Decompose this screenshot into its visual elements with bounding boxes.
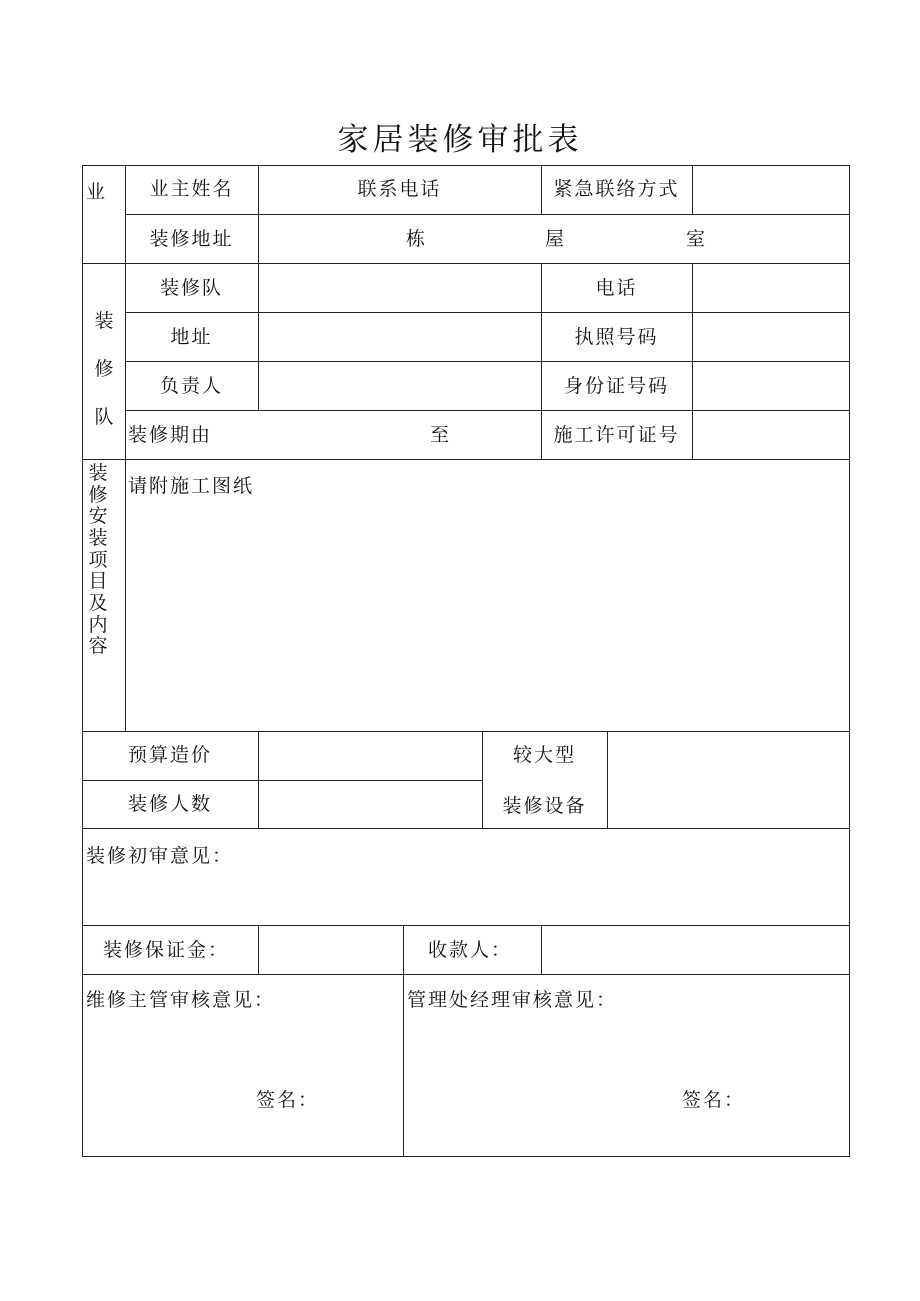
row-divider [82,828,850,829]
deposit-label: 装修保证金： [103,939,230,961]
manager-review-label: 管理处经理审核意见： [407,989,618,1011]
team-name-field[interactable] [259,264,541,312]
construction-permit-label: 施工许可证号 [553,424,680,446]
team-phone-label: 电话 [595,277,638,299]
workers-label: 装修人数 [127,793,212,815]
project-section-char: 及 [88,591,108,614]
large-equipment-label-line1: 较大型 [512,744,576,766]
initial-review-label: 装修初审意见： [86,845,234,867]
team-section-char: 修 [94,358,114,380]
team-section-char: 队 [94,406,114,428]
team-section-char: 装 [94,310,114,332]
supervisor-review-field[interactable] [83,1015,403,1155]
row-divider [82,974,850,975]
team-manager-label: 负责人 [159,375,223,397]
team-phone-field[interactable] [693,264,849,312]
workers-field[interactable] [259,781,482,828]
construction-permit-field[interactable] [693,411,849,459]
owner-name-label: 业主姓名 [149,178,234,200]
project-section-char: 目 [88,570,108,593]
project-section-char: 安 [88,505,108,528]
supervisor-signature-label: 签名： [256,1089,320,1111]
id-number-label: 身份证号码 [563,375,669,397]
owner-section-label: 业 [86,181,108,203]
row-divider [125,214,850,215]
project-section-char: 容 [88,635,108,658]
initial-review-field[interactable] [83,870,849,925]
project-section-char: 装 [88,526,108,549]
license-number-field[interactable] [693,313,849,361]
deposit-field[interactable] [259,926,403,974]
project-section-char: 内 [88,613,108,636]
table-border-left [82,165,83,1157]
manager-review-field[interactable] [404,1015,849,1155]
budget-label: 预算造价 [127,744,212,766]
project-section-label [86,463,110,658]
table-border-right [849,165,850,1157]
team-address-field[interactable] [259,313,541,361]
large-equipment-field[interactable] [608,732,849,828]
emergency-contact-field[interactable] [693,166,849,214]
table-border-bottom [82,1156,850,1157]
team-address-label: 地址 [170,326,213,348]
project-section-char: 装 [88,462,108,484]
large-equipment-label-line2: 装修设备 [502,795,587,817]
payee-field[interactable] [542,926,849,974]
floor-label: 屋 [545,228,567,250]
team-name-label: 装修队 [159,277,223,299]
project-content-field[interactable] [126,500,849,730]
supervisor-review-label: 维修主管审核意见： [86,989,276,1011]
owner-phone-label: 联系电话 [357,178,442,200]
emergency-contact-label: 紧急联络方式 [553,178,680,200]
row-divider [82,459,850,460]
room-label: 室 [686,228,708,250]
project-section-char: 修 [88,483,108,506]
budget-field[interactable] [259,732,482,780]
team-section-label [92,310,116,454]
page-title: 家居装修审批表 [337,122,583,158]
building-label: 栋 [406,228,428,250]
payee-label: 收款人： [428,939,513,961]
period-from-label: 装修期由 [128,424,213,446]
license-number-label: 执照号码 [574,326,659,348]
project-section-char: 项 [88,548,108,571]
period-to-label: 至 [430,424,452,446]
manager-signature-label: 签名： [682,1089,746,1111]
renovation-address-label: 装修地址 [149,228,234,250]
id-number-field[interactable] [693,362,849,410]
team-manager-field[interactable] [259,362,541,410]
attach-drawings-note: 请附施工图纸 [128,475,255,497]
